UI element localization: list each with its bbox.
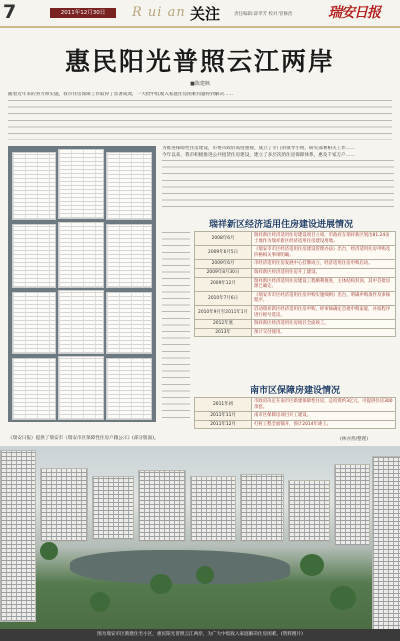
row-event: 打桩工程全面铺开，预计2014年竣工。 (252, 420, 396, 429)
page-header (0, 0, 400, 28)
table1-title: 瑞祥新区经济适用住房建设进展情况 (208, 220, 353, 230)
residential-area-photo (0, 446, 400, 629)
row-event: 市经济适用住房发展中心挂牌成立，经济适用住房申购启动。 (252, 260, 396, 269)
table-row (195, 398, 396, 412)
row-date: 2013年 (195, 328, 252, 337)
row-event: 《瑞安市市区经济适用住房申购实施细则》出台，明确申购条件及审核程序。 (252, 291, 396, 305)
issue-date: 2011年12月30日 (50, 8, 116, 18)
body-text-lines-left (162, 232, 190, 422)
table-row (195, 412, 396, 421)
article-headline: 惠民阳光普照云江两岸 (64, 47, 335, 76)
table-row (195, 246, 396, 260)
table2-title: 南市区保障房建设情况 (249, 386, 340, 396)
source-note: (林亦然/整理) (340, 437, 369, 442)
article-byline: ■陈建枫 (190, 81, 210, 87)
row-event: 瑞祥新区经济适用住房建设项目立项，市政府在瑞祥新区划出81.24亩土地作为瑞祥新区经济适用住房建设用地。 (252, 232, 396, 246)
row-event: 瑞祥新区经济适用住房建设工程顺利推进，主体结构封顶，其中首批房源已确定。 (252, 277, 396, 291)
row-date: 2008年6月 (195, 232, 252, 246)
row-event: 市政府决定在南市区新建保障性住房，总投资约3亿元，可提供住房300余套。 (252, 398, 396, 412)
row-date: 2009年6月5日 (195, 246, 252, 260)
row-date: 2009年6月 (195, 260, 252, 269)
progress-table (194, 231, 396, 337)
row-date: 2010年7月6日 (195, 291, 252, 305)
row-event: 《瑞安市市区经济适用住房建设管理办法》出台，经济适用住房申购及价格相关事项明确。 (252, 246, 396, 260)
newspaper-logo: 瑞安日报 (328, 5, 380, 21)
row-date: 2011年11月 (195, 412, 252, 421)
row-event: 瑞祥新区经济适用住房开工建设。 (252, 268, 396, 277)
section-name: 关注 (190, 5, 221, 23)
row-event: 预计交付使用。 (252, 328, 396, 337)
page-number: 7 (3, 1, 17, 23)
row-date: 2009年12月 (195, 277, 252, 291)
table-row (195, 291, 396, 305)
newspaper-pages-photo (8, 146, 156, 422)
body-text-lines-right (162, 160, 394, 212)
south-district-table (194, 397, 396, 429)
table-row (195, 268, 396, 277)
row-event: 南市区保障房项目开工建设。 (252, 412, 396, 421)
row-date: 2011年12月 (195, 420, 252, 429)
editor-credits: 责任编辑:薛孝芳 校对:管修治 (234, 12, 293, 17)
table-row (195, 420, 396, 429)
section-name-en: R ui an (132, 5, 186, 20)
row-event: 瑞祥新区经济适用住房项目全面竣工。 (252, 320, 396, 329)
photo-caption: 《瑞安日报》提供了瑞安市《瑞安市区保障性住房户籍公示》(部分版面)。 (8, 436, 159, 441)
row-event: 启动瑞祥新区经济适用住房申购，经审核确定首批申购家庭，并按程序进行摇号选房。 (252, 305, 396, 319)
row-date: 2010年9月至2011年1月 (195, 305, 252, 319)
photo-caption-bottom: 图为瑞安市区新建住宅小区，惠民阳光普照云江两岸，为广大中低收入家庭解决住房困难。(资料图片) (0, 629, 400, 641)
article-paragraph: 为推进保障性住房建设，市委市政府高度重视，成立了专门的领导小组，研究部署相关工作…… (162, 146, 355, 151)
table-row (195, 305, 396, 319)
article-paragraph: 今年以来，我市积极推进公共租赁住房建设，建立了多层次的住房保障体系，惠及千家万户…… (162, 152, 355, 158)
table-row (195, 328, 396, 337)
row-date: 2009年8月30日 (195, 268, 252, 277)
table-row (195, 320, 396, 329)
row-date: 2011年初 (195, 398, 252, 412)
table-row (195, 232, 396, 246)
body-text-lines-top (8, 100, 392, 140)
table-row (195, 277, 396, 291)
row-date: 2012年底 (195, 320, 252, 329)
article-paragraph: 随着近年来的努力和实施，我市住房保障工作取得了显著成效，一大批中低收入家庭住房困难问题得到解决…… (8, 92, 234, 97)
table-row (195, 260, 396, 269)
